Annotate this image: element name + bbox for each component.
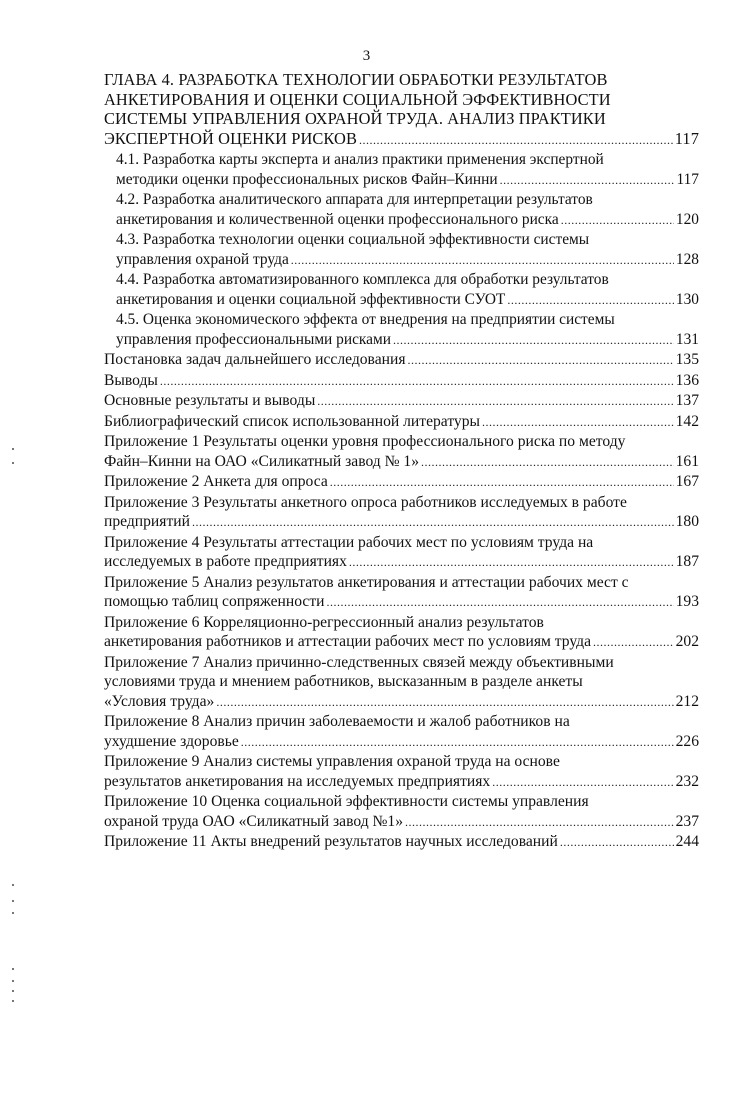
toc-leader-row (104, 632, 699, 653)
toc-entry-title: результатов анкетирования на исследуемых предприятиях (104, 772, 491, 790)
toc-page-number: 212 (675, 692, 699, 710)
toc-leader-row (116, 170, 699, 191)
toc-page-number: 136 (675, 371, 699, 389)
toc-line: Приложение 5 Анализ результатов анкетирования и аттестации рабочих мест с (104, 573, 629, 591)
toc-entry (104, 391, 699, 412)
toc-leader-row (104, 832, 699, 853)
toc-entry (104, 832, 699, 853)
toc-line: ГЛАВА 4. РАЗРАБОТКА ТЕХНОЛОГИИ ОБРАБОТКИ РЕЗУЛЬТАТОВ (104, 70, 608, 89)
toc-entry (104, 653, 699, 713)
dot-leader (291, 251, 674, 271)
dot-leader (327, 593, 674, 613)
toc-entry-title: Выводы (104, 371, 158, 389)
toc-entry-title: «Условия труда» (104, 692, 215, 710)
toc-entry (104, 472, 699, 493)
toc-leader-row (104, 512, 699, 533)
toc-leader-row (104, 412, 699, 433)
toc-leader-row (104, 692, 699, 713)
toc-entry (104, 712, 699, 752)
toc-leader-row (104, 592, 699, 613)
toc-leader-row (116, 290, 699, 311)
toc-section-item (104, 150, 699, 190)
toc-entry-title: предприятий (104, 513, 190, 530)
toc-entry (104, 493, 699, 533)
toc-leader-row (104, 772, 699, 793)
toc-entry-title: Основные результаты и выводы (104, 392, 316, 409)
dot-leader (492, 773, 673, 793)
dot-leader (317, 392, 673, 412)
toc-entry (104, 573, 699, 613)
toc-page-number: 167 (675, 473, 699, 490)
toc-leader-row (104, 129, 699, 151)
toc-line: условиями труда и мнением работников, высказанным в разделе анкеты (104, 673, 583, 690)
toc-entry-title: ухудшение здоровье (104, 732, 239, 750)
toc-page-number: 120 (675, 210, 699, 228)
dot-leader (393, 331, 674, 351)
dot-leader (216, 693, 673, 713)
toc-entry-title: управления охраной труда (116, 250, 289, 268)
toc-entry (104, 432, 699, 472)
toc-entry (104, 533, 699, 573)
toc-leader-row (104, 472, 699, 493)
toc-section-item (104, 270, 699, 310)
toc-line: АНКЕТИРОВАНИЯ И ОЦЕНКИ СОЦИАЛЬНОЙ ЭФФЕКТИВНОСТИ (104, 89, 611, 109)
toc-entry-title: исследуемых в работе предприятиях (104, 553, 347, 570)
toc-leader-row (104, 732, 699, 753)
toc-entry-title: методики оценки профессиональных рисков Файн–Кинни (116, 170, 498, 188)
toc-section-item (104, 310, 699, 350)
dot-leader (500, 171, 675, 191)
toc-entry (104, 412, 699, 433)
toc-page-number: 244 (675, 833, 699, 850)
toc-page-number: 226 (675, 732, 699, 750)
toc-entry (104, 613, 699, 653)
toc-entry-title: анкетирования и оценки социальной эффективности СУОТ (116, 290, 506, 308)
toc-line: Приложение 9 Анализ системы управления охраной труда на основе (104, 753, 560, 770)
dot-leader (192, 513, 674, 533)
toc-page-number: 131 (675, 330, 699, 348)
dot-leader (349, 553, 674, 573)
toc-entry (104, 371, 699, 392)
toc-entry-title: управления профессиональными рисками (116, 330, 391, 348)
toc-entry-title: ЭКСПЕРТНОЙ ОЦЕНКИ РИСКОВ (104, 128, 358, 148)
toc-page-number: 142 (675, 412, 699, 430)
dot-leader (560, 833, 674, 853)
toc-entry-title: охраной труда ОАО «Силикатный завод №1» (104, 812, 403, 830)
toc-page-number: 202 (675, 633, 699, 650)
toc-section-item (104, 230, 699, 270)
toc-line: 4.3. Разработка технологии оценки социальной эффективности системы (116, 231, 590, 248)
toc-page-number: 180 (675, 513, 699, 530)
dot-leader (359, 131, 673, 151)
toc-page-number: 135 (675, 351, 699, 368)
toc-entry-title: анкетирования работников и аттестации рабочих мест по условиям труда (104, 633, 592, 650)
toc-leader-row (104, 350, 699, 371)
toc-leader-row (104, 452, 699, 473)
toc-line: 4.1. Разработка карты эксперта и анализ практики применения экспертной (116, 151, 604, 168)
toc-line: Приложение 1 Результаты оценки уровня профессионального риска по методу (104, 433, 626, 450)
toc-leader-row (104, 391, 699, 412)
toc-line: Приложение 7 Анализ причинно-следственных связей между объективными (104, 653, 614, 671)
toc-line: 4.2. Разработка аналитического аппарата для интерпретации результатов (116, 191, 593, 208)
toc-section-item (104, 190, 699, 230)
toc-line: Приложение 8 Анализ причин заболеваемости и жалоб работников на (104, 713, 570, 730)
toc-page-number: 232 (675, 772, 699, 790)
toc-leader-row (104, 371, 699, 392)
dot-leader (241, 733, 674, 753)
toc-page-number: 187 (675, 553, 699, 570)
toc-line: Приложение 6 Корреляционно-регрессионный анализ результатов (104, 613, 544, 631)
toc-entry-title: Библиографический список использованной литературы (104, 412, 481, 430)
toc-entry-title: Приложение 2 Анкета для опроса (104, 473, 328, 490)
toc-line: СИСТЕМЫ УПРАВЛЕНИЯ ОХРАНОЙ ТРУДА. АНАЛИЗ ПРАКТИКИ (104, 109, 606, 128)
table-of-contents (104, 70, 699, 853)
toc-entry (104, 752, 699, 792)
dot-leader (330, 473, 674, 493)
chapter-heading (104, 70, 699, 150)
toc-entry-title: Файн–Кинни на ОАО «Силикатный завод № 1» (104, 452, 419, 470)
dot-leader (561, 211, 674, 231)
dot-leader (593, 633, 674, 653)
toc-page-number: 237 (675, 812, 699, 830)
scan-specks (6, 0, 10, 1100)
toc-line: Приложение 3 Результаты анкетного опроса работников исследуемых в работе (104, 493, 627, 511)
dot-leader (482, 413, 674, 433)
dot-leader (405, 813, 674, 833)
toc-leader-row (116, 330, 699, 351)
toc-page-number: 137 (675, 392, 699, 409)
toc-line: 4.5. Оценка экономического эффекта от внедрения на предприятии системы (116, 311, 615, 328)
toc-entry (104, 792, 699, 832)
toc-page-number: 128 (675, 250, 699, 268)
toc-line: 4.4. Разработка автоматизированного комплекса для обработки результатов (116, 271, 609, 288)
toc-line: Приложение 10 Оценка социальной эффективности системы управления (104, 793, 589, 810)
dot-leader (408, 351, 674, 371)
dot-leader (160, 372, 674, 392)
toc-page-number: 117 (674, 128, 699, 148)
toc-page-number: 130 (675, 290, 699, 308)
dot-leader (507, 291, 674, 311)
toc-entry-title: помощью таблиц сопряженности (104, 593, 325, 610)
toc-page-number: 193 (675, 593, 699, 610)
toc-line: Приложение 4 Результаты аттестации рабочих мест по условиям труда на (104, 533, 594, 551)
toc-entry-title: анкетирования и количественной оценки профессионального риска (116, 210, 559, 228)
toc-page-number: 117 (676, 170, 699, 188)
toc-leader-row (104, 812, 699, 833)
toc-entry-title: Постановка задач дальнейшего исследования (104, 351, 406, 368)
page-number: 3 (362, 48, 371, 64)
toc-leader-row (116, 250, 699, 271)
toc-page-number: 161 (675, 452, 699, 470)
toc-leader-row (104, 552, 699, 573)
toc-leader-row (116, 210, 699, 231)
toc-entry (104, 350, 699, 371)
toc-entry-title: Приложение 11 Акты внедрений результатов научных исследований (104, 833, 558, 850)
dot-leader (421, 453, 674, 473)
